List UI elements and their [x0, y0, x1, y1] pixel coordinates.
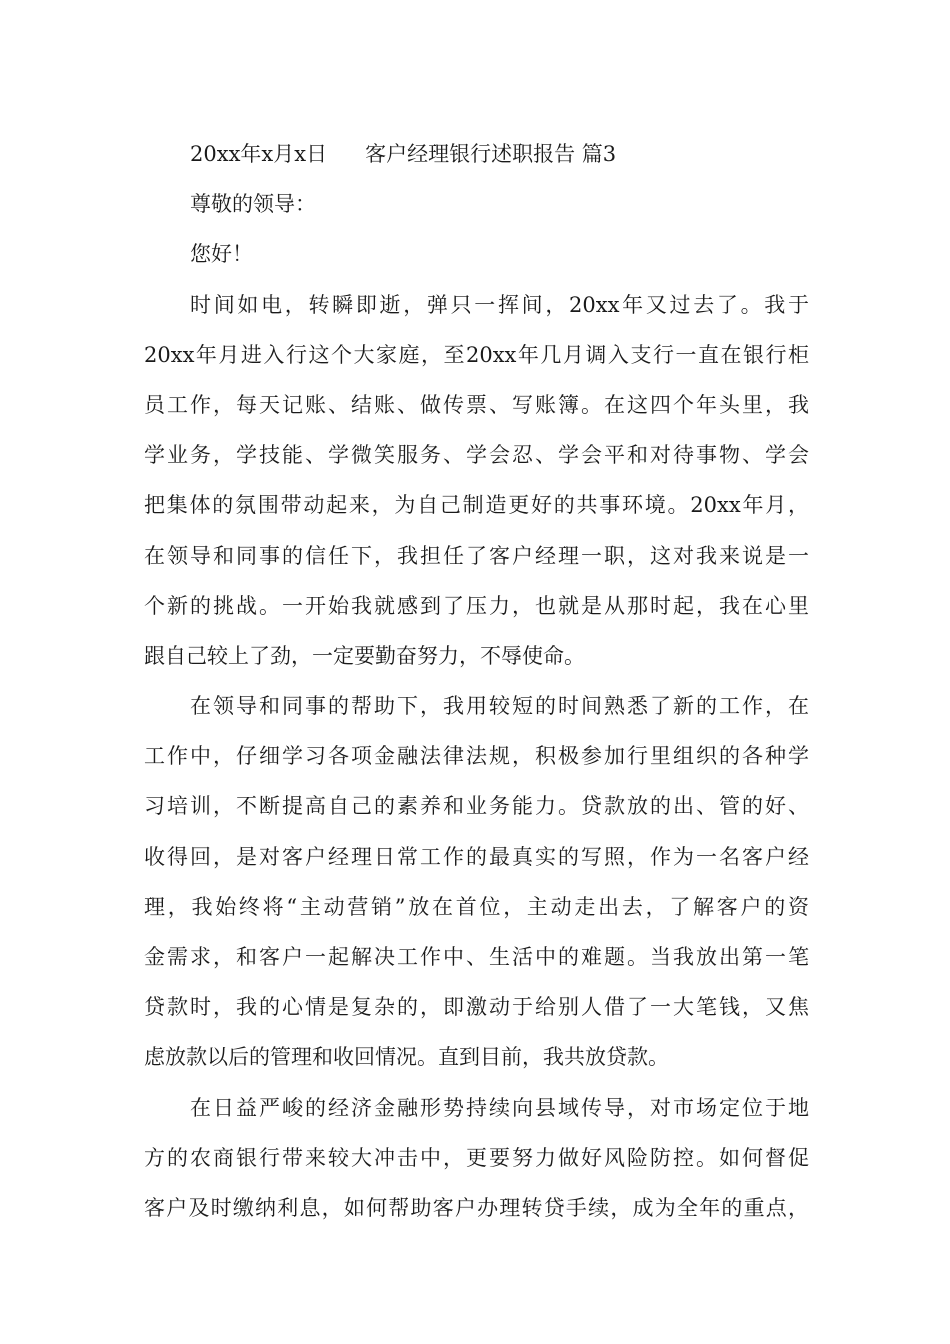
paragraph-2-line: 在领导和同事的帮助下，我用较短的时间熟悉了新的工作，在 — [190, 694, 809, 719]
paragraph-2-line: 工作中，仔细学习各项金融法律法规，积极参加行里组织的各种学 — [144, 744, 809, 769]
paragraph-1-line: 时间如电，转瞬即逝，弹只一挥间，20xx年又过去了。我于 — [190, 292, 809, 317]
report-date: 20xx年x月x日 — [190, 142, 328, 166]
report-header-line — [144, 129, 809, 179]
paragraph-3-line: 在日益严峻的经济金融形势持续向县域传导，对市场定位于地 — [190, 1095, 809, 1120]
paragraph-2-line: 理，我始终将“主动营销”放在首位，主动走出去，了解客户的资 — [144, 894, 809, 919]
paragraph-2-line: 贷款时，我的心情是复杂的，即激动于给别人借了一大笔钱，又焦 — [144, 995, 809, 1020]
greeting: 您好！ — [190, 242, 253, 267]
report-title: 客户经理银行述职报告 篇3 — [365, 142, 617, 166]
paragraph-1-line: 员工作，每天记账、结账、做传票、写账簿。在这四个年头里，我 — [144, 392, 809, 417]
paragraph-2-line: 金需求，和客户一起解决工作中、生活中的难题。当我放出第一笔 — [144, 945, 809, 969]
paragraph-3-line: 方的农商银行带来较大冲击中，更要努力做好风险防控。如何督促 — [144, 1145, 809, 1170]
paragraph-2-line: 虑放款以后的管理和收回情况。直到目前，我共放贷款。 — [144, 1045, 669, 1070]
paragraph-1-line: 跟自己较上了劲，一定要勤奋努力，不辱使命。 — [144, 643, 585, 668]
salutation: 尊敬的领导： — [190, 192, 316, 217]
paragraph-2-line: 收得回，是对客户经理日常工作的最真实的写照，作为一名客户经 — [144, 844, 809, 869]
paragraph-1-line: 在领导和同事的信任下，我担任了客户经理一职，这对我来说是一 — [144, 543, 809, 568]
paragraph-1-line: 学业务，学技能、学微笑服务、学会忍、学会平和对待事物、学会 — [144, 443, 809, 468]
paragraph-1-line: 20xx年月进入行这个大家庭，至20xx年几月调入支行一直在银行柜 — [144, 342, 809, 367]
paragraph-3-line: 客户及时缴纳利息，如何帮助客户办理转贷手续，成为全年的重点， — [144, 1195, 809, 1220]
paragraph-1-line: 把集体的氛围带动起来，为自己制造更好的共事环境。20xx年月， — [144, 493, 809, 518]
paragraph-1-line: 个新的挑战。一开始我就感到了压力，也就是从那时起，我在心里 — [144, 593, 809, 618]
paragraph-2-line: 习培训，不断提高自己的素养和业务能力。贷款放的出、管的好、 — [144, 794, 809, 819]
report-body — [144, 129, 809, 1233]
